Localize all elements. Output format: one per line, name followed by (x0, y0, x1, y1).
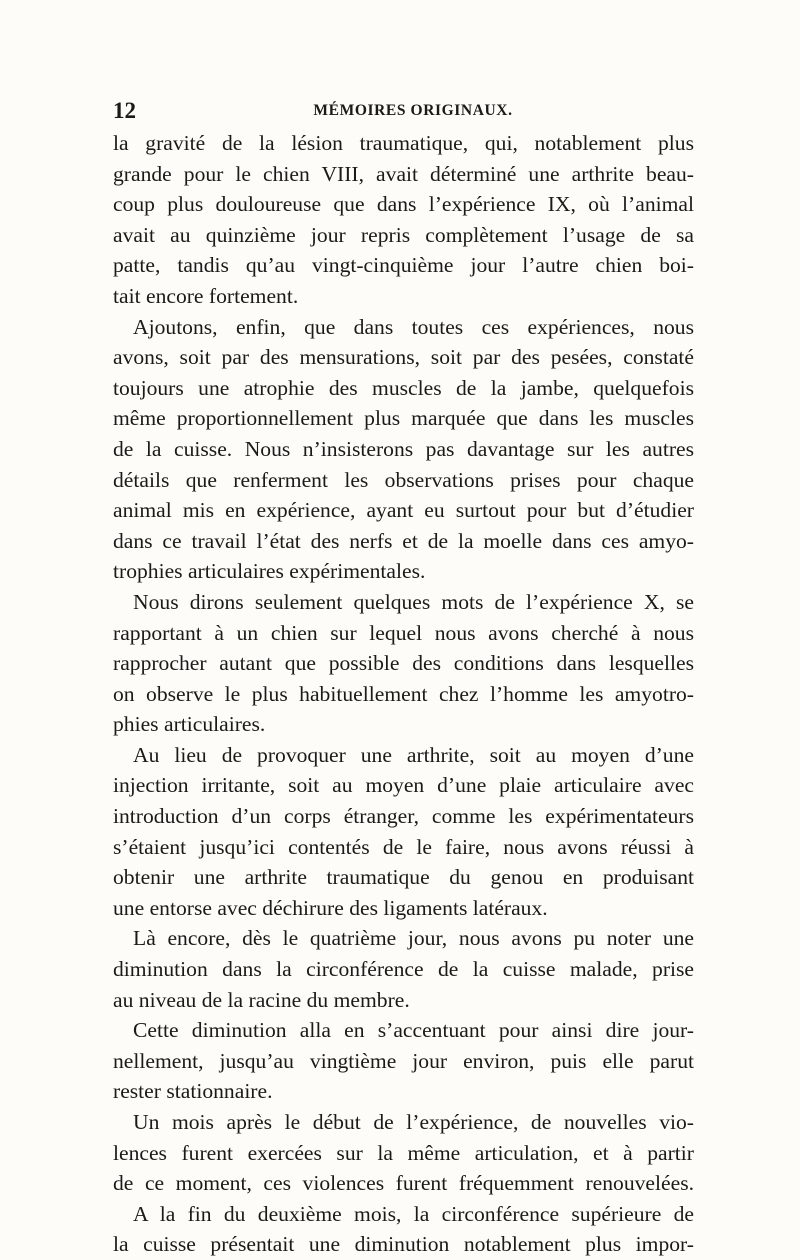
text-line: A la fin du deuxième mois, la circonférence supérieure de (133, 1201, 694, 1226)
text-line: Nous dirons seulement quelques mots de l’expérience X, se (133, 589, 694, 614)
text-line: rapportant à un chien sur lequel nous avons cherché à nous (113, 620, 694, 645)
text-line: injection irritante, soit au moyen d’une plaie articulaire avec (113, 773, 694, 798)
text-line: de la cuisse. Nous n’insisterons pas davantage sur les autres (113, 436, 694, 461)
text-line: coup plus douloureuse que dans l’expérience IX, où l’animal (113, 192, 694, 217)
text-line: dans ce travail l’état des nerfs et de la moelle dans ces amyo- (113, 528, 694, 553)
text-line: grande pour le chien VIII, avait déterminé une arthrite beau- (113, 161, 694, 186)
text-line: patte, tandis qu’au vingt-cinquième jour l’autre chien boi- (113, 253, 694, 278)
text-line: avait au quinzième jour repris complètement l’usage de sa (113, 222, 694, 247)
text-line: s’étaient jusqu’ici contentés de le faire, nous avons réussi à (113, 834, 694, 859)
text-line: Ajoutons, enfin, que dans toutes ces expériences, nous (133, 314, 694, 339)
page-number: 12 (113, 98, 136, 123)
text-line: avons, soit par des mensurations, soit par des pesées, constaté (113, 345, 694, 370)
text-line: toujours une atrophie des muscles de la jambe, quelquefois (113, 375, 694, 400)
text-line: Cette diminution alla en s’accentuant pour ainsi dire jour- (133, 1018, 694, 1043)
text-line: diminution dans la circonférence de la cuisse malade, prise (113, 957, 694, 982)
text-line: Au lieu de provoquer une arthrite, soit au moyen d’une (133, 742, 694, 767)
text-line: obtenir une arthrite traumatique du genou en produisant (113, 865, 694, 890)
text-line: rapprocher autant que possible des conditions dans lesquelles (113, 651, 694, 676)
text-line: tait encore fortement. (113, 283, 299, 308)
text-line: animal mis en expérience, ayant eu surtout pour but d’étudier (113, 498, 694, 523)
text-line: rester stationnaire. (113, 1079, 273, 1104)
text-line: détails que renferment les observations prises pour chaque (113, 467, 694, 492)
text-line: au niveau de la racine du membre. (113, 987, 410, 1012)
text-line: nellement, jusqu’au vingtième jour environ, puis elle parut (113, 1048, 694, 1073)
text-line: la gravité de la lésion traumatique, qui, notablement plus (113, 131, 694, 155)
page-header (113, 96, 693, 126)
text-line: la cuisse présentait une diminution notablement plus impor- (113, 1232, 694, 1257)
text-line: phies articulaires. (113, 712, 266, 737)
text-line: introduction d’un corps étranger, comme les expérimentateurs (113, 804, 694, 829)
text-line: on observe le plus habituellement chez l’homme les amyotro- (113, 681, 694, 706)
text-line: lences furent exercées sur la même articulation, et à partir (113, 1140, 694, 1165)
text-line: trophies articulaires expérimentales. (113, 559, 426, 584)
text-line: Un mois après le début de l’expérience, de nouvelles vio- (133, 1110, 694, 1134)
text-line: même proportionnellement plus marquée que dans les muscles (113, 406, 694, 431)
body-text (113, 128, 694, 1260)
text-line: Là encore, dès le quatrième jour, nous avons pu noter une (133, 926, 694, 951)
text-line: une entorse avec déchirure des ligaments latéraux. (113, 895, 548, 920)
running-head: MÉMOIRES ORIGINAUX. (313, 102, 513, 119)
text-line: de ce moment, ces violences furent fréquemment renouvelées. (113, 1171, 694, 1196)
